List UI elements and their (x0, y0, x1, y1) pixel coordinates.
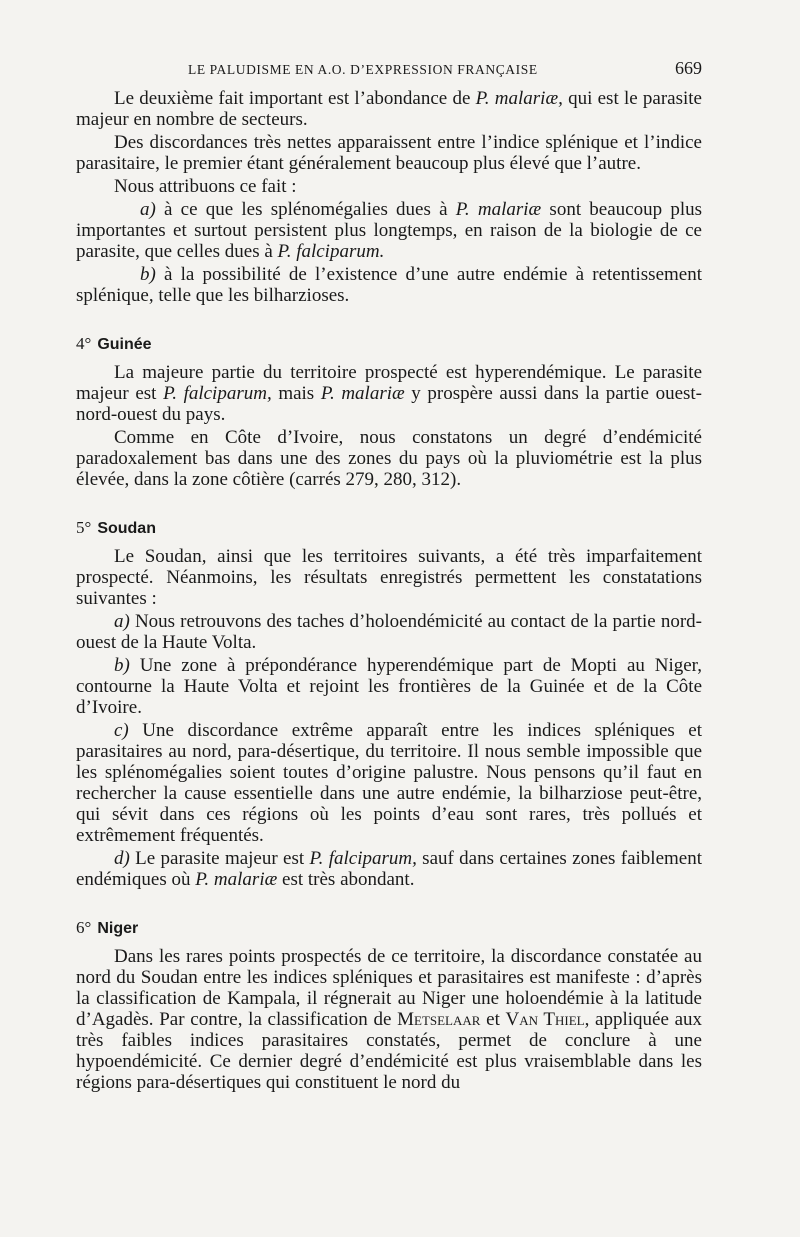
section-heading-soudan: 5° Soudan (76, 518, 156, 537)
intro-paragraph-3: Nous attribuons ce fait : (114, 176, 297, 197)
intro-paragraph-2: Des discordances très nettes apparaissent entre l’indice splénique et l’indice parasitaire, le premier étant généralement beaucoup plus élevé que l’autre. (76, 132, 702, 174)
section-heading-guinee: 4° Guinée (76, 334, 152, 353)
page (76, 58, 702, 1093)
soudan-paragraph-1: Le Soudan, ainsi que les territoires suivants, a été très imparfaitement prospecté. Néanmoins, les résultats enregistrés permettent les constatations suivantes : (76, 546, 702, 609)
running-head (76, 58, 702, 86)
soudan-item-c: c) Une discordance extrême apparaît entre les indices spléniques et parasitaires au nord, para-désertique, du territoire. Il nous semble impossible que les splénomégalies soient toutes d’origine palustre. Nous pensons qu’il faut en rechercher la cause essentielle dans une autre endémie, la bilharziose peut-être, qui sévit dans ces régions où les points d’eau sont rares, très pollués et extrêmement fréquentés. (76, 720, 702, 846)
section-heading-niger: 6° Niger (76, 918, 139, 937)
soudan-item-a: a) Nous retrouvons des taches d’holoendémicité au contact de la partie nord-ouest de la Haute Volta. (76, 611, 702, 653)
page-number: 669 (675, 58, 702, 78)
intro-paragraph-1: Le deuxième fait important est l’abondance de P. malariæ, qui est le parasite majeur en nombre de secteurs. (76, 88, 702, 130)
soudan-item-d: d) Le parasite majeur est P. falciparum, sauf dans certaines zones faiblement endémiques où P. malariæ est très abondant. (76, 848, 702, 890)
guinee-paragraph-1: La majeure partie du territoire prospecté est hyperendémique. Le parasite majeur est P. falciparum, mais P. malariæ y prospère aussi dans la partie ouest-nord-ouest du pays. (76, 362, 703, 425)
soudan-item-b: b) Une zone à prépondérance hyperendémique part de Mopti au Niger, contourne la Haute Volta et rejoint les frontières de la Guinée et de la Côte d’Ivoire. (76, 655, 702, 718)
niger-paragraph-1: Dans les rares points prospectés de ce territoire, la discordance constatée au nord du Soudan entre les indices spléniques et parasitaires est manifeste : d’après la classification de Kampala, il régnerait au Niger une holoendémie à la latitude d’Agadès. Par contre, la classification de Metselaar et Van Thiel, appliquée aux très faibles indices parasitaires constatés, permet de conclure à une hypoendémicité. Ce dernier degré d’endémicité est plus vraisemblable dans les régions para-désertiques qui constituent le nord du (76, 946, 703, 1093)
intro-item-a: a) à ce que les splénomégalies dues à P. malariæ sont beaucoup plus importantes et surtout persistent plus longtemps, en raison de la biologie de ce parasite, que celles dues à P. falciparum. (76, 199, 702, 262)
guinee-paragraph-2: Comme en Côte d’Ivoire, nous constatons un degré d’endémicité paradoxalement bas dans une des zones du pays où la pluviométrie est la plus élevée, dans la zone côtière (carrés 279, 280, 312). (76, 427, 702, 490)
running-title: LE PALUDISME EN A.O. D’EXPRESSION FRANÇAISE (188, 62, 538, 77)
intro-item-b: b) à la possibilité de l’existence d’une autre endémie à retentissement splénique, telle que les bilharzioses. (76, 264, 702, 306)
